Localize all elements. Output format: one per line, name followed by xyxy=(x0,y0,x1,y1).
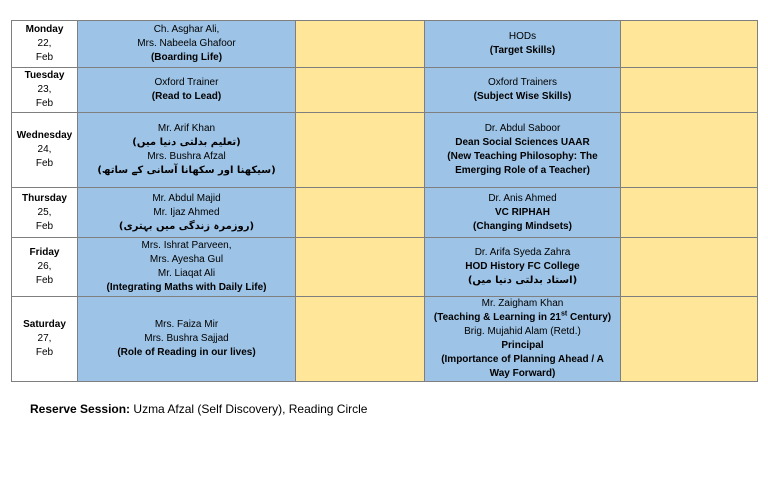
topic-text: Century) xyxy=(567,312,612,323)
empty-cell xyxy=(621,297,758,382)
day-cell xyxy=(12,297,78,382)
session1-cell xyxy=(78,21,296,68)
day-date: 25, xyxy=(37,206,52,218)
speaker: Dr. Abdul Saboor xyxy=(484,123,561,134)
session-topic: (New Teaching Philosophy: The xyxy=(447,151,598,162)
reserve-label: Reserve Session: xyxy=(30,402,131,416)
day-cell xyxy=(12,21,78,68)
speaker: Mr. Liaqat Ali xyxy=(157,268,216,279)
day-cell xyxy=(12,238,78,297)
speaker: Mr. Ijaz Ahmed xyxy=(153,206,220,218)
speaker: Mrs. Bushra Sajjad xyxy=(144,333,229,344)
reserve-session-note xyxy=(30,402,367,416)
day-date: 22, xyxy=(37,38,52,49)
empty-cell xyxy=(296,297,425,382)
empty-cell xyxy=(296,188,425,238)
day-date: 27, xyxy=(37,333,52,344)
speaker: HODs xyxy=(508,31,537,42)
session2-cell xyxy=(425,188,621,238)
day-month: Feb xyxy=(35,52,54,63)
table-row xyxy=(12,188,758,238)
speaker: Dr. Anis Ahmed xyxy=(488,192,557,204)
day-name: Friday xyxy=(29,247,60,258)
table-row xyxy=(12,113,758,188)
topic-superscript: st xyxy=(560,310,568,318)
speaker: Oxford Trainers xyxy=(488,77,557,88)
speaker-title: Dean Social Sciences UAAR xyxy=(455,137,590,148)
speaker: Mrs. Nabeela Ghafoor xyxy=(137,38,236,49)
day-month: Feb xyxy=(35,220,54,232)
schedule-table xyxy=(11,20,758,382)
session1-cell xyxy=(78,238,296,297)
topic-text: (Teaching & Learning in 21 xyxy=(433,312,561,323)
day-name: Monday xyxy=(25,24,64,35)
empty-cell xyxy=(296,238,425,297)
session2-cell xyxy=(425,238,621,297)
empty-cell xyxy=(621,68,758,113)
session-topic: (Subject Wise Skills) xyxy=(473,91,572,102)
session2-cell xyxy=(425,297,621,382)
day-name: Thursday xyxy=(21,192,67,204)
urdu-topic: (تعلیم بدلتی دنیا میں) xyxy=(132,137,241,148)
day-cell xyxy=(12,68,78,113)
empty-cell xyxy=(296,68,425,113)
day-date: 24, xyxy=(37,144,52,155)
day-name: Saturday xyxy=(23,319,66,330)
table-row xyxy=(12,238,758,297)
speaker: Mr. Abdul Majid xyxy=(152,192,221,204)
speaker-title: Principal xyxy=(501,340,544,351)
urdu-topic: (روزمرہ زندگی میں بہتری) xyxy=(118,220,255,232)
session1-cell xyxy=(78,188,296,238)
session1-cell xyxy=(78,68,296,113)
day-month: Feb xyxy=(35,347,54,358)
day-cell xyxy=(12,188,78,238)
speaker: Brig. Mujahid Alam (Retd.) xyxy=(464,326,581,337)
table-row xyxy=(12,21,758,68)
session-topic: (Boarding Life) xyxy=(150,52,223,63)
session-topic: (Importance of Planning Ahead / A xyxy=(441,354,604,365)
speaker: Ch. Asghar Ali, xyxy=(153,24,220,35)
session-topic: (Changing Mindsets) xyxy=(473,220,572,232)
session-topic: Emerging Role of a Teacher) xyxy=(455,165,590,176)
speaker: Mrs. Bushra Afzal xyxy=(147,151,226,162)
day-name: Tuesday xyxy=(24,70,65,81)
speaker: Mrs. Ayesha Gul xyxy=(149,254,224,265)
session-topic: (Integrating Maths with Daily Life) xyxy=(106,282,267,293)
session-topic: (Read to Lead) xyxy=(151,91,222,102)
empty-cell xyxy=(296,21,425,68)
day-month: Feb xyxy=(35,275,54,286)
speaker-title: HOD History FC College xyxy=(465,261,580,272)
day-cell xyxy=(12,113,78,188)
speaker: Mr. Arif Khan xyxy=(157,123,216,134)
reserve-text: Uzma Afzal (Self Discovery), Reading Circle xyxy=(130,402,368,416)
empty-cell xyxy=(621,21,758,68)
session2-cell xyxy=(425,113,621,188)
urdu-topic: (استاد بدلتی دنیا میں) xyxy=(467,275,578,286)
speaker: Mrs. Ishrat Parveen, xyxy=(141,240,232,251)
speaker: Dr. Arifa Syeda Zahra xyxy=(474,247,571,258)
day-month: Feb xyxy=(35,98,54,109)
empty-cell xyxy=(621,188,758,238)
session-topic: (Role of Reading in our lives) xyxy=(117,347,256,358)
day-name: Wednesday xyxy=(16,130,73,141)
table-row xyxy=(12,68,758,113)
speaker: Mr. Zaigham Khan xyxy=(481,298,564,309)
session2-cell xyxy=(425,68,621,113)
session2-cell xyxy=(425,21,621,68)
empty-cell xyxy=(621,113,758,188)
table-row xyxy=(12,297,758,382)
urdu-topic: (سیکھنا اور سکھانا آسانی کے ساتھ) xyxy=(97,165,276,176)
empty-cell xyxy=(621,238,758,297)
session-topic xyxy=(428,311,617,325)
speaker-title: VC RIPHAH xyxy=(494,206,550,218)
day-month: Feb xyxy=(35,158,54,169)
speaker: Oxford Trainer xyxy=(154,77,219,88)
empty-cell xyxy=(296,113,425,188)
session1-cell xyxy=(78,297,296,382)
day-date: 26, xyxy=(37,261,52,272)
day-date: 23, xyxy=(37,84,52,95)
session1-cell xyxy=(78,113,296,188)
session-topic: Way Forward) xyxy=(489,368,556,379)
speaker: Mrs. Faiza Mir xyxy=(154,319,219,330)
session-topic: (Target Skills) xyxy=(489,45,556,56)
